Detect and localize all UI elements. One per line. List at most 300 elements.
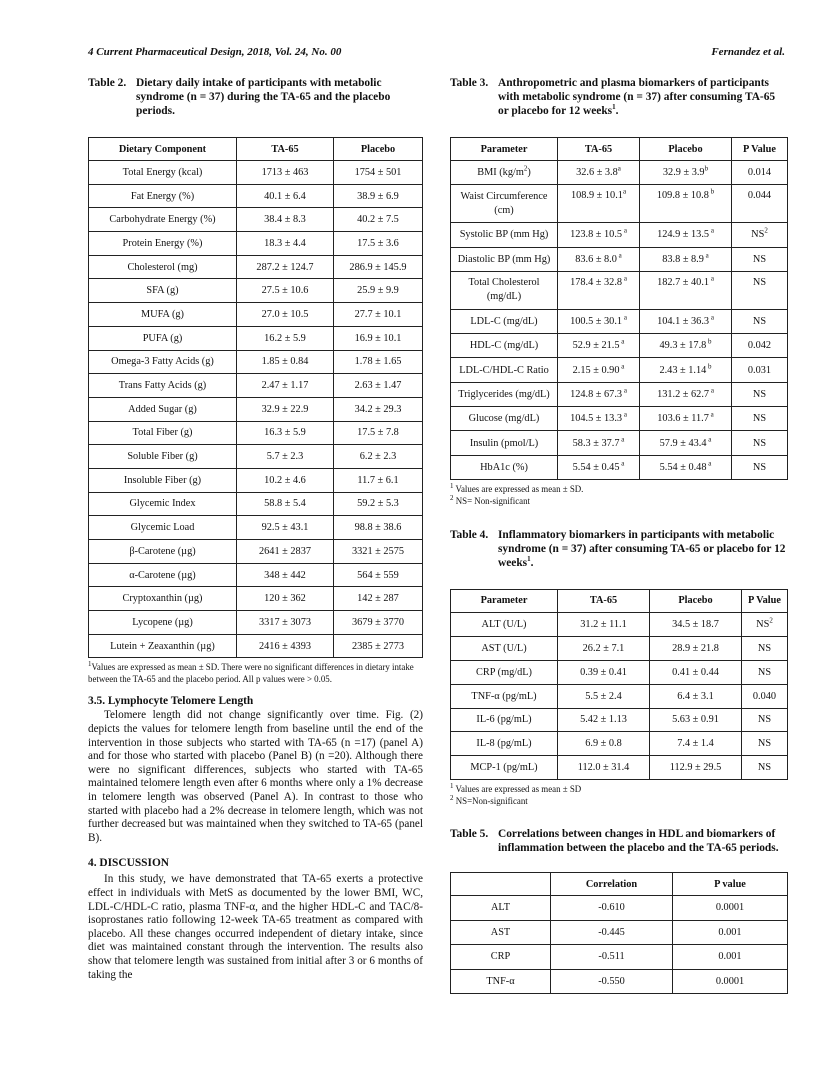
dietary-component-cell-text: Trans Fatty Acids (g) (118, 380, 207, 392)
placebo-cell (334, 611, 423, 635)
section-paragraph: In this study, we have demonstrated that TA-65 exerts a protective effect in individuals with MetS as documented by the lower BMI, WC, LDL-C/HDL-C ratio, plasma TNF-α, and the higher HDL-C and TAC/8-isoprostanes ratio following 12-week TA-65 treatment as compared with placebo. All these changes occurred independent of dietary intake, since diet was maintained constant through the intervention. The results also show that telomere length was sustained from initial after 3 or 6 months of taking the (88, 873, 423, 981)
parameter-cell (451, 358, 558, 382)
placebo-cell (334, 492, 423, 516)
table4-title: Inflammatory biomarkers in participants with metabolic syndrome (n = 37) after consuming TA-65 or placebo for 12 weeks (498, 528, 786, 569)
p-value-cell-text: 0.014 (747, 167, 772, 179)
table-row (89, 611, 423, 635)
dietary-component-cell (89, 587, 237, 611)
table5-label: Table 5. (450, 828, 489, 841)
placebo-cell-text: 7.4 ± 1.4 (677, 738, 714, 750)
p-value-cell (732, 358, 788, 382)
p-value-cell-text: NS (757, 762, 772, 774)
table-row (89, 563, 423, 587)
ta65-cell (558, 223, 640, 247)
placebo-cell (334, 350, 423, 374)
p-value-cell-text: 0.0001 (715, 975, 745, 987)
p-value-cell (742, 612, 788, 636)
superscript-mark: a (709, 227, 714, 236)
superscript-mark: a (622, 274, 627, 283)
parameter-cell (451, 708, 558, 732)
parameter-cell (451, 612, 558, 636)
placebo-cell (334, 468, 423, 492)
ta65-cell (558, 636, 650, 660)
table-row (89, 634, 423, 658)
superscript-mark: a (616, 251, 622, 260)
header-journal: 4 Current Pharmaceutical Design, 2018, Vol. 24, No. 00 (88, 46, 342, 58)
ta65-cell-text: 27.5 ± 10.6 (261, 285, 309, 297)
ta65-cell-text: 58.3 ± 37.7 (572, 437, 620, 449)
dietary-component-cell-text: Fat Energy (%) (130, 190, 195, 202)
superscript-mark: a (709, 313, 714, 322)
p-value-cell-text: 0.031 (747, 364, 772, 376)
ta65-cell (558, 247, 640, 271)
dietary-component-cell-text: Cholesterol (mg) (127, 261, 198, 273)
ta65-cell (558, 309, 640, 333)
superscript-mark: a (709, 386, 714, 395)
table-row (451, 309, 788, 333)
p-value-cell (742, 708, 788, 732)
placebo-cell-text: 59.2 ± 5.3 (357, 498, 399, 510)
placebo-cell-text: 5.63 ± 0.91 (672, 714, 719, 726)
placebo-cell-text: 25.9 ± 9.9 (357, 285, 399, 297)
table-row (89, 374, 423, 398)
table-row (89, 208, 423, 232)
ta65-cell-text: 100.5 ± 30.1 (570, 316, 623, 328)
table2-footnote (88, 661, 423, 685)
superscript-mark: a (706, 435, 712, 444)
table-row (451, 185, 788, 223)
table-row (89, 516, 423, 540)
parameter-cell-text: TNF-α (pg/mL) (471, 690, 537, 702)
biomarker-cell (451, 945, 551, 970)
superscript-mark: a (622, 313, 627, 322)
table-row (89, 161, 423, 185)
table-row (451, 945, 788, 970)
ta65-cell-text: 40.1 ± 6.4 (264, 190, 306, 202)
table4-title-mark: 1 (527, 555, 531, 564)
p-value-cell (673, 920, 788, 945)
superscript-mark: b (706, 337, 712, 346)
dietary-component-cell-text: Total Fiber (g) (132, 427, 193, 439)
table-row (89, 540, 423, 564)
dietary-component-cell (89, 516, 237, 540)
ta65-cell (237, 350, 334, 374)
ta65-cell-text: 5.7 ± 2.3 (266, 451, 304, 463)
dietary-component-cell (89, 208, 237, 232)
ta65-cell-text: 0.39 ± 0.41 (580, 666, 627, 678)
superscript-mark: a (617, 164, 621, 173)
correlation-cell (551, 969, 673, 994)
table3-col-header: TA-65 (558, 138, 640, 161)
ta65-cell-text: 287.2 ± 124.7 (256, 261, 314, 273)
placebo-cell-text: 109.8 ± 10.8 (656, 190, 709, 202)
table-row (89, 421, 423, 445)
dietary-component-cell (89, 232, 237, 256)
p-value-cell (732, 431, 788, 455)
placebo-cell (640, 161, 732, 185)
ta65-cell-text: 108.9 ± 10.1 (570, 190, 623, 202)
superscript-mark: a (706, 459, 712, 468)
parameter-tail: ) (527, 167, 531, 179)
table-row (451, 407, 788, 431)
ta65-cell-text: 58.8 ± 5.4 (264, 498, 306, 510)
placebo-cell (334, 445, 423, 469)
ta65-cell (558, 382, 640, 406)
placebo-cell-text: 5.54 ± 0.48 (659, 461, 707, 473)
placebo-cell (334, 326, 423, 350)
placebo-cell-text: 3679 ± 3770 (352, 616, 404, 628)
placebo-cell-text: 3321 ± 2575 (352, 545, 404, 557)
p-value-cell-text: 0.042 (747, 340, 772, 352)
ta65-cell-text: 10.2 ± 4.6 (264, 474, 306, 486)
p-value-cell (732, 334, 788, 358)
placebo-cell (640, 455, 732, 479)
ta65-cell-text: 5.5 ± 2.4 (585, 690, 622, 702)
placebo-cell (334, 303, 423, 327)
placebo-cell-text: 1.78 ± 1.65 (354, 356, 402, 368)
ta65-cell-text: 38.4 ± 8.3 (264, 214, 306, 226)
ta65-cell (558, 455, 640, 479)
ta65-cell-text: 3317 ± 3073 (259, 616, 311, 628)
table-row (89, 492, 423, 516)
table-row (451, 756, 788, 780)
section-heading: 4. DISCUSSION (88, 857, 170, 870)
placebo-cell-text: 112.9 ± 29.5 (669, 762, 722, 774)
placebo-cell-text: 17.5 ± 7.8 (357, 427, 399, 439)
ta65-cell (237, 326, 334, 350)
ta65-cell-text: 6.9 ± 0.8 (585, 738, 622, 750)
placebo-cell-text: 38.9 ± 6.9 (357, 190, 399, 202)
ta65-cell (237, 611, 334, 635)
ta65-cell (237, 374, 334, 398)
table-row (89, 445, 423, 469)
ta65-cell-text: 104.5 ± 13.3 (570, 413, 623, 425)
dietary-component-cell (89, 540, 237, 564)
parameter-cell-text: IL-6 (pg/mL) (476, 714, 532, 726)
parameter-cell-text: HDL-C (mg/dL) (469, 340, 539, 352)
dietary-component-cell (89, 303, 237, 327)
p-value-cell-text: NS (752, 461, 767, 473)
parameter-cell-text: LDL-C (mg/dL) (470, 316, 538, 328)
placebo-cell (650, 756, 742, 780)
table-row (451, 660, 788, 684)
table-row (451, 382, 788, 406)
correlation-cell (551, 896, 673, 921)
superscript-mark: b (704, 164, 709, 173)
parameter-cell-text: ALT (U/L) (481, 618, 527, 630)
p-value-cell (732, 223, 788, 247)
placebo-cell (334, 421, 423, 445)
table-row (89, 303, 423, 327)
ta65-cell-text: 123.8 ± 10.5 (570, 229, 623, 241)
table-row (451, 161, 788, 185)
placebo-cell-text: 98.8 ± 38.6 (354, 522, 402, 534)
placebo-cell-text: 6.4 ± 3.1 (677, 690, 714, 702)
placebo-cell (640, 223, 732, 247)
ta65-cell-text: 5.54 ± 0.45 (572, 461, 620, 473)
table-row (451, 969, 788, 994)
biomarker-cell-text: AST (490, 926, 511, 938)
parameter-cell-text: CRP (mg/dL) (476, 666, 532, 678)
header-authors: Fernandez et al. (711, 46, 785, 58)
ta65-cell (237, 397, 334, 421)
superscript-mark: b (708, 187, 715, 196)
ta65-cell-text: 32.6 ± 3.8 (576, 167, 618, 179)
table3-caption: Table 3. Anthropometric and plasma biomarkers of participants with metabolic syndrome (n = 37) after consuming TA-65 or placebo for 12 weeks$^1$. (450, 77, 776, 117)
footnote-text: Values are expressed as mean ± SD (453, 784, 582, 795)
p-value-cell (732, 271, 788, 309)
ta65-cell (237, 232, 334, 256)
placebo-cell (334, 208, 423, 232)
placebo-cell (334, 587, 423, 611)
dietary-component-cell (89, 611, 237, 635)
dietary-component-cell (89, 397, 237, 421)
placebo-cell (650, 684, 742, 708)
p-value-cell-text: NS (752, 253, 767, 265)
dietary-component-cell (89, 445, 237, 469)
superscript-mark: 2 (523, 164, 528, 173)
p-value-cell-text: NS (757, 666, 772, 678)
ta65-cell (558, 756, 650, 780)
ta65-cell-text: 120 ± 362 (264, 593, 306, 605)
table4 (450, 589, 788, 780)
placebo-cell-text: 0.41 ± 0.44 (672, 666, 719, 678)
superscript-mark: a (703, 251, 709, 260)
footnote-text: NS=Non-significant (453, 796, 528, 807)
p-value-cell-text: 0.040 (752, 690, 777, 702)
section-paragraph: Telomere length did not change significantly over time. Fig. (2) depicts the values for telomere length from baseline until the end of the intervention in those subjects who started with TA-65 (n =17) (panel A) and for those who started with placebo (Panel B) (n =20). Although there were no significant differences, subjects who started with TA-65 maintained telomere length even after 6 months where only a 1% decrease in telomere length was observed (Panel A). In contrast to those who started with placebo had a 2% decrease in telomere length, which was not further decreased but was maintained when they switched to TA-65 (panel B). (88, 709, 423, 844)
table-row (89, 326, 423, 350)
dietary-component-cell (89, 326, 237, 350)
p-value-cell (742, 732, 788, 756)
parameter-cell (451, 161, 558, 185)
placebo-cell-text: 34.5 ± 18.7 (672, 618, 719, 630)
table3-col-header: P Value (732, 138, 788, 161)
dietary-component-cell (89, 634, 237, 658)
superscript-mark: a (622, 386, 627, 395)
parameter-cell (451, 684, 558, 708)
p-value-cell-text: 0.001 (718, 951, 742, 963)
superscript-mark: 2 (769, 616, 773, 625)
p-value-cell (732, 247, 788, 271)
table4-col-header: Parameter (451, 589, 558, 612)
table4-header-row (451, 589, 788, 612)
p-value-cell-text: NS (751, 229, 765, 241)
table-row (451, 732, 788, 756)
ta65-cell (237, 184, 334, 208)
placebo-cell-text: 131.2 ± 62.7 (657, 388, 710, 400)
table5-col-header: Correlation (551, 873, 673, 896)
placebo-cell (650, 732, 742, 756)
footnote (450, 495, 788, 507)
placebo-cell (334, 374, 423, 398)
table2-label: Table 2. (88, 77, 127, 89)
table-row (89, 350, 423, 374)
right-column (450, 76, 788, 994)
table5-header-row (451, 873, 788, 896)
p-value-cell (742, 636, 788, 660)
dietary-component-cell-text: SFA (g) (146, 285, 179, 297)
ta65-cell-text: 112.0 ± 31.4 (577, 762, 630, 774)
parameter-cell-text: IL-8 (pg/mL) (476, 738, 532, 750)
table-row (451, 358, 788, 382)
placebo-cell-text: 286.9 ± 145.9 (349, 261, 407, 273)
placebo-cell-text: 103.6 ± 11.7 (657, 413, 709, 425)
parameter-cell (451, 185, 558, 223)
p-value-cell (732, 185, 788, 223)
ta65-cell-text: 124.8 ± 67.3 (570, 388, 623, 400)
parameter-cell (451, 431, 558, 455)
dietary-component-cell-text: β-Carotene (µg) (129, 545, 196, 557)
placebo-cell (640, 358, 732, 382)
ta65-cell (237, 445, 334, 469)
ta65-cell-text: 16.3 ± 5.9 (264, 427, 306, 439)
table3-col-header: Parameter (451, 138, 558, 161)
p-value-cell (732, 161, 788, 185)
p-value-cell-text: NS (757, 714, 772, 726)
placebo-cell-text: 40.2 ± 7.5 (357, 214, 399, 226)
table4-col-header: TA-65 (558, 589, 650, 612)
ta65-cell (237, 516, 334, 540)
placebo-cell-text: 182.7 ± 40.1 (657, 276, 710, 288)
placebo-cell-text: 124.9 ± 13.5 (657, 229, 710, 241)
ta65-cell-text: 18.3 ± 4.4 (264, 237, 306, 249)
dietary-component-cell-text: Protein Energy (%) (122, 237, 203, 249)
ta65-cell-text: 27.0 ± 10.5 (261, 308, 309, 320)
table2-col-header: Placebo (334, 138, 423, 161)
biomarker-cell-text: TNF-α (486, 975, 515, 987)
parameter-cell (451, 334, 558, 358)
table-row (451, 247, 788, 271)
placebo-cell-text: 28.9 ± 21.8 (672, 642, 719, 654)
ta65-cell (237, 303, 334, 327)
ta65-cell-text: 52.9 ± 21.5 (572, 340, 620, 352)
p-value-cell-text: NS (752, 413, 767, 425)
parameter-cell (451, 756, 558, 780)
placebo-cell (640, 309, 732, 333)
placebo-cell-text: 49.3 ± 17.8 (659, 340, 707, 352)
ta65-cell-text: 348 ± 442 (264, 569, 306, 581)
table-row (89, 279, 423, 303)
parameter-cell-text: Systolic BP (mm Hg) (459, 229, 549, 241)
dietary-component-cell-text: Glycemic Index (129, 498, 196, 510)
placebo-cell (334, 161, 423, 185)
p-value-cell-text: NS (752, 388, 767, 400)
table2-caption (88, 76, 423, 118)
table-row (451, 684, 788, 708)
parameter-cell (451, 309, 558, 333)
ta65-cell (558, 407, 640, 431)
placebo-cell-text: 104.1 ± 36.3 (657, 316, 710, 328)
ta65-cell-text: 16.2 ± 5.9 (264, 332, 306, 344)
placebo-cell (640, 431, 732, 455)
parameter-cell-text: MCP-1 (pg/mL) (470, 762, 538, 774)
p-value-cell (732, 382, 788, 406)
correlation-cell-text: -0.511 (598, 951, 625, 963)
table2-col-header: Dietary Component (89, 138, 237, 161)
parameter-cell (451, 382, 558, 406)
parameter-cell-text: Glucose (mg/dL) (468, 413, 540, 425)
placebo-cell-text: 57.9 ± 43.4 (659, 437, 707, 449)
placebo-cell (650, 612, 742, 636)
table2-col-header: TA-65 (237, 138, 334, 161)
p-value-cell-text: 0.044 (747, 190, 772, 202)
table2-header-row (89, 138, 423, 161)
table5-caption (450, 827, 788, 855)
placebo-cell (334, 540, 423, 564)
placebo-cell (640, 271, 732, 309)
table4-caption: Table 4. Inflammatory biomarkers in participants with metabolic syndrome (n = 37) after consuming TA-65 or placebo for 12 weeks$^1$. (450, 528, 786, 569)
parameter-cell (451, 732, 558, 756)
dietary-component-cell-text: α-Carotene (µg) (129, 569, 196, 581)
table5-col-header (451, 873, 551, 896)
placebo-cell-text: 83.8 ± 8.9 (662, 253, 704, 265)
superscript-mark: a (622, 410, 627, 419)
dietary-component-cell-text: MUFA (g) (140, 308, 184, 320)
placebo-cell-text: 32.9 ± 3.9 (662, 167, 705, 179)
table5 (450, 872, 788, 994)
table-row (89, 232, 423, 256)
ta65-cell-text: 5.42 ± 1.13 (580, 714, 627, 726)
parameter-cell-text: LDL-C/HDL-C Ratio (459, 364, 549, 376)
parameter-cell (451, 636, 558, 660)
dietary-component-cell-text: Soluble Fiber (g) (127, 451, 198, 463)
placebo-cell (640, 407, 732, 431)
ta65-cell (237, 161, 334, 185)
table4-footnotes (450, 783, 788, 807)
superscript-mark: a (709, 274, 714, 283)
placebo-cell (334, 184, 423, 208)
ta65-cell (558, 271, 640, 309)
placebo-cell-text: 16.9 ± 10.1 (354, 332, 402, 344)
superscript-mark: a (622, 227, 627, 236)
p-value-cell (742, 660, 788, 684)
p-value-cell (673, 896, 788, 921)
table4-label: Table 4. (450, 528, 489, 541)
placebo-cell (640, 247, 732, 271)
superscript-mark: a (619, 435, 625, 444)
ta65-cell (558, 612, 650, 636)
dietary-component-cell-text: Total Energy (kcal) (122, 166, 203, 178)
table-row (451, 271, 788, 309)
dietary-component-cell (89, 184, 237, 208)
placebo-cell (334, 279, 423, 303)
table-row (451, 334, 788, 358)
p-value-cell-text: NS (752, 276, 767, 288)
table5-title: Correlations between changes in HDL and biomarkers of inflammation between the placebo and the TA-65 periods. (498, 828, 779, 855)
placebo-cell-text: 17.5 ± 3.6 (357, 237, 399, 249)
table-row (89, 587, 423, 611)
table-row (451, 223, 788, 247)
parameter-cell (451, 247, 558, 271)
placebo-cell (640, 185, 732, 223)
placebo-cell-text: 34.2 ± 29.3 (354, 403, 402, 415)
ta65-cell-text: 1.85 ± 0.84 (261, 356, 309, 368)
dietary-component-cell (89, 255, 237, 279)
p-value-cell (673, 969, 788, 994)
ta65-cell-text: 92.5 ± 43.1 (261, 522, 309, 534)
table-row (451, 896, 788, 921)
section-heading: 3.5. Lymphocyte Telomere Length (88, 695, 254, 708)
placebo-cell-text: 564 ± 559 (357, 569, 399, 581)
table-row (451, 612, 788, 636)
p-value-cell (742, 756, 788, 780)
correlation-cell-text: -0.610 (598, 902, 625, 914)
parameter-cell (451, 455, 558, 479)
table-row (89, 397, 423, 421)
placebo-cell (640, 334, 732, 358)
ta65-cell (237, 492, 334, 516)
